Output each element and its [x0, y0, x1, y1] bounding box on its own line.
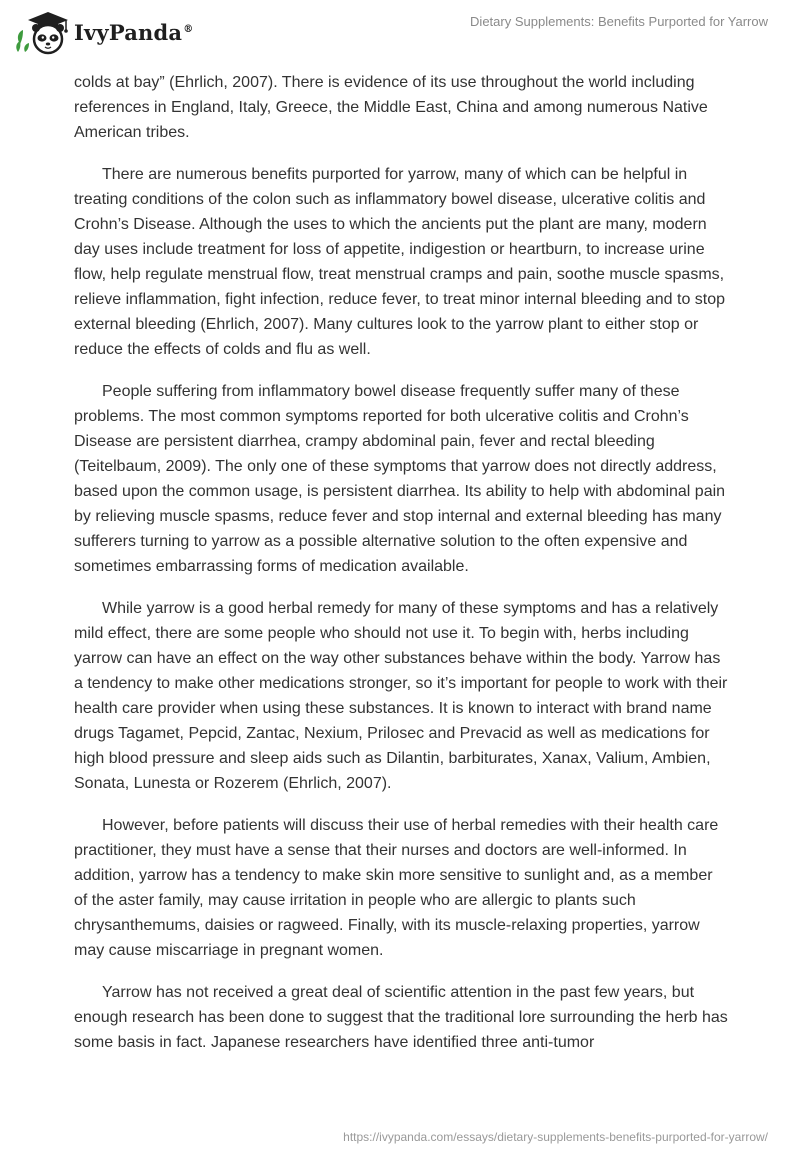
ivypanda-logo[interactable]: [14, 8, 193, 56]
paragraph: However, before patients will discuss their use of herbal remedies with their health care practitioner, they must have a sense that their nurses and doctors are well-informed. In addition, yarrow has a tendency to make skin more sensitive to sunlight and, as a member of the aster family, may cause irritation in people who are allergic to plants such chrysanthemums, daisies or ragweed. Finally, with its muscle-relaxing properties, yarrow may cause miscarriage in pregnant women.: [74, 817, 719, 959]
paragraph: People suffering from inflammatory bowel disease frequently suffer many of these problems. The most common symptoms reported for both ulcerative colitis and Crohn’s Disease are persistent diarrhea, crampy abdominal pain, fever and rectal bleeding (Teitelbaum, 2009). The only one of these symptoms that yarrow does not directly address, based upon the common usage, is persistent diarrhea. Its ability to help with abdominal pain by relieving muscle spasms, reduce fever and stop internal and external bleeding has many sufferers turning to yarrow as a possible alternative solution to the often expensive and sometimes embarrassing forms of medication available.: [74, 383, 726, 575]
registered-mark: ®: [183, 23, 194, 35]
paragraph: There are numerous benefits purported for yarrow, many of which can be helpful in treating conditions of the colon such as inflammatory bowel disease, ulcerative colitis and Crohn’s Disease. Although the uses to which the ancients put the plant are many, modern day uses include treatment for loss of appetite, indigestion or heartburn, to increase urine flow, help regulate menstrual flow, treat menstrual cramps and pain, soothe muscle spasms, relieve inflammation, fight infection, reduce fever, to treat minor internal bleeding and to stop external bleeding (Ehrlich, 2007). Many cultures look to the yarrow plant to either stop or reduce the effects of colds and flu as well.: [74, 166, 726, 358]
brand-name: IvyPanda®: [74, 19, 194, 45]
paragraph: Yarrow has not received a great deal of scientific attention in the past few years, but enough research has been done to suggest that the traditional lore surrounding the herb has some basis in fact. Japanese researchers have identified three anti-tumor: [74, 984, 728, 1051]
running-title: Dietary Supplements: Benefits Purported for Yarrow: [470, 14, 768, 29]
page-header: [0, 0, 800, 64]
paragraph: While yarrow is a good herbal remedy for many of these symptoms and has a relatively mild effect, there are some people who should not use it. To begin with, herbs including yarrow can have an effect on the way other substances behave within the body. Yarrow has a tendency to make other medications stronger, so it’s important for people to work with their health care provider when using these substances. It is known to interact with brand name drugs Tagamet, Pepcid, Zantac, Nexium, Prilosec and Prevacid as well as medications for high blood pressure and sleep aids such as Dilantin, barbiturates, Xanax, Valium, Ambien, Sonata, Lunesta or Rozerem (Ehrlich, 2007).: [74, 600, 728, 792]
essay-body: [74, 70, 730, 1072]
source-url[interactable]: https://ivypanda.com/essays/dietary-supplements-benefits-purported-for-yarrow/: [343, 1130, 768, 1144]
paragraph: colds at bay” (Ehrlich, 2007). There is evidence of its use throughout the world including references in England, Italy, Greece, the Middle East, China and among numerous Native American tribes.: [74, 74, 708, 141]
panda-graduate-icon: [14, 8, 70, 56]
